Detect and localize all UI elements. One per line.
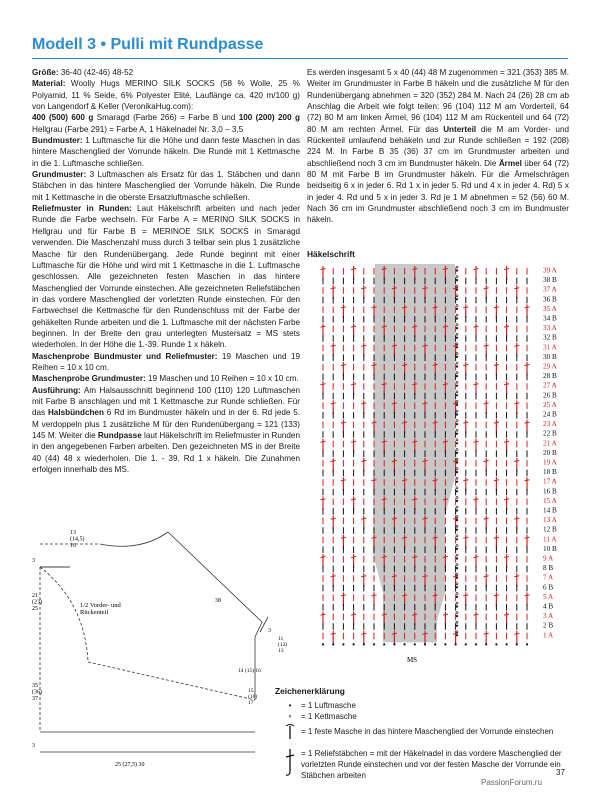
relief-stitch-bar xyxy=(331,403,336,404)
relief-stitch-bar xyxy=(443,614,448,615)
bold-run: Größe: xyxy=(32,68,59,77)
right-paragraph xyxy=(307,67,569,226)
chart-row-label: 16 B xyxy=(543,487,557,496)
relief-stitch-bar xyxy=(514,576,519,577)
slip-stitch-icon: ∘ xyxy=(287,712,293,721)
bold-run: 100 (200) 200 g xyxy=(238,113,300,123)
slip-stitch-ring xyxy=(456,362,458,364)
bold-run: Rundpasse xyxy=(97,431,142,440)
chart-row-label: 14 B xyxy=(543,506,557,515)
chart-row-label: 28 B xyxy=(543,372,557,381)
slip-stitch-ring xyxy=(456,602,458,604)
chain-stitch-dot xyxy=(456,538,458,540)
relief-stitch-bar xyxy=(341,422,346,423)
text-run: 6 Rd im Bundmuster häkeln und in der 6. Rd jede 5. M verdoppeln plus 1 zusätzliche M für den Rundenübergang = 121 (133) 145 M. Weiter die xyxy=(32,408,300,440)
chain-stitch-dot xyxy=(456,317,458,319)
chain-stitch-dot xyxy=(456,452,458,454)
chain-stitch-dot xyxy=(456,471,458,473)
chart-row-label: 31 A xyxy=(543,343,557,352)
relief-stitch-bar xyxy=(341,365,346,366)
relief-stitch-bar xyxy=(351,269,356,270)
chart-row-label: 12 B xyxy=(543,525,557,534)
text-run: laut Häkelschrift im Reliefmuster in Runden in den angegebenen Farben arbeiten. Den gezeichneten MS in der Breite 40 (44) 48 x wiederholen. Die 1. - 39. Rd 1 x häkeln. Die Zunahmen erfolgen innerhalb des MS. xyxy=(32,431,300,475)
relief-stitch-bar xyxy=(341,307,346,308)
relief-stitch-bar xyxy=(453,633,458,634)
relief-stitch-bar xyxy=(484,633,489,634)
slip-stitch-ring xyxy=(456,516,458,518)
slip-stitch-ring xyxy=(456,506,458,508)
title-rule xyxy=(32,58,568,59)
relief-stitch-bar xyxy=(474,614,479,615)
legend-heading: Zeichenerklärung xyxy=(275,686,345,696)
chain-stitch-dot xyxy=(456,413,458,415)
relief-stitch-bar xyxy=(484,461,489,462)
text-run: Am Halsausschnitt beginnend 100 (110) 120 Luftmaschen mit Farbe B anschlagen und mit 1 Kettmasche zur Runde schließen. Für das xyxy=(32,385,300,418)
slip-stitch-ring xyxy=(456,439,458,441)
chart-row-label: 17 A xyxy=(543,477,557,486)
dim-bottom-left: 3 xyxy=(32,743,35,749)
slip-stitch-ring xyxy=(456,573,458,575)
relief-stitch-bar xyxy=(361,576,366,577)
chart-row-label: 9 A xyxy=(543,554,554,563)
chain-stitch-dot xyxy=(383,643,385,645)
relief-stitch-bar xyxy=(463,595,468,596)
dim-left-mid: 21 (23) 25 xyxy=(32,593,42,613)
chart-row-label: 15 A xyxy=(543,496,557,505)
left-paragraph xyxy=(32,203,300,350)
relief-stitch-bar xyxy=(474,384,479,385)
chain-stitch-dot xyxy=(456,269,458,271)
chain-stitch-dot xyxy=(456,509,458,511)
left-paragraph xyxy=(32,78,300,112)
relief-stitch-bar xyxy=(321,269,326,270)
text-run: Es werden insgesamt 5 x 40 (44) 48 M zugenommen = 321 (353) 385 M. Weiter im Grundmuster in Farbe B häkeln und die zusätzliche M für den Rundenübergang abnehmen = 320 (352) 284 M. Nach 24 (26) 28 cm ab Anschlag die Arbeit wie folgt teilen: 96 (104) 112 M am Vorderteil, 64 (72) 80 M am linken Ärmel, 96 (104) 112 M am Rückenteil und 64 (72) 80 M am rechten Ärmel. Für das xyxy=(307,68,569,134)
chart-row-label: 27 A xyxy=(543,381,557,390)
text-run: 3 Luftmaschen als Ersatz für das 1. Stäbchen und dann Stäbchen in das hintere Maschenglied der Vorrunde häkeln. Die Runde mit 1 Kettmasche in die oberste Ersatzluftmasche schließen. xyxy=(32,170,300,202)
relief-stitch-bar xyxy=(474,269,479,270)
chain-stitch-dot xyxy=(456,500,458,502)
slip-stitch-ring xyxy=(456,372,458,374)
slip-stitch-ring xyxy=(456,381,458,383)
dim-top-width: 13 (14,5) 16 xyxy=(70,530,85,550)
chain-stitch-dot xyxy=(456,519,458,521)
chart-row-label: 7 A xyxy=(543,573,554,582)
bold-run: Reliefmuster in Runden: xyxy=(32,204,132,214)
chain-stitch-dot xyxy=(332,643,334,645)
relief-stitch-bar xyxy=(474,557,479,558)
chain-stitch-dot xyxy=(456,461,458,463)
crochet-chart xyxy=(305,258,575,668)
chart-row-label: 8 B xyxy=(543,564,554,573)
relief-stitch-bar xyxy=(494,480,499,481)
relief-stitch-bar xyxy=(321,557,326,558)
text-run: Hellgrau (Farbe 291) = Farbe A, 1 Häkelnadel Nr. 3,0 – 3,5 xyxy=(32,124,244,134)
legend-text: = 1 Reliefstäbchen = mit der Häkelnadel in das vordere Maschenglied der vorletzten Runde einstechen und vor der festen Masche der Vorrunde ein Stäbchen arbeiten xyxy=(301,749,562,780)
legend-item-feste-masche xyxy=(275,723,575,745)
text-run: 1 Luftmasche für die Höhe und dann feste Maschen in das hintere Maschenglied der Vorrunde häkeln. Die Runde mit 1 Kettmasche in die 1. Luftmasche schließen. xyxy=(32,136,300,168)
chart-row-label: 2 B xyxy=(543,621,554,630)
relief-stitch-bar xyxy=(361,461,366,462)
chain-stitch-dot xyxy=(456,548,458,550)
slip-stitch-ring xyxy=(456,487,458,489)
relief-stitch-bar xyxy=(504,384,509,385)
slip-stitch-ring xyxy=(456,458,458,460)
relief-stitch-bar xyxy=(341,480,346,481)
bold-run: Bundmuster: xyxy=(32,136,83,146)
chain-stitch-dot xyxy=(456,596,458,598)
bold-run: Halsbündchen xyxy=(47,408,104,418)
slip-stitch-ring xyxy=(456,535,458,537)
relief-stitch-bar xyxy=(321,614,326,615)
text-run: 19 Maschen und 19 Reihen = 10 x 10 cm. xyxy=(32,351,300,372)
relief-stitch-bar xyxy=(463,307,468,308)
left-paragraph xyxy=(32,67,300,78)
relief-stitch-bar xyxy=(361,518,366,519)
relief-stitch-bar xyxy=(525,595,530,596)
relief-stitch-bar xyxy=(361,345,366,346)
bold-run: Ärmel xyxy=(498,158,522,168)
relief-stitch-bar xyxy=(484,403,489,404)
relief-stitch-bar xyxy=(331,518,336,519)
chart-row-label: 4 B xyxy=(543,602,554,611)
page-number: 37 xyxy=(556,768,565,777)
chain-stitch-dot xyxy=(456,567,458,569)
left-paragraph xyxy=(32,169,300,203)
relief-stitch-bar xyxy=(494,307,499,308)
chain-stitch-dot xyxy=(424,643,426,645)
left-paragraph xyxy=(32,351,300,374)
chain-stitch-dot xyxy=(342,643,344,645)
slip-stitch-ring xyxy=(456,324,458,326)
slip-stitch-ring xyxy=(456,295,458,297)
relief-stitch-bar xyxy=(525,537,530,538)
chart-heading: Häkelschrift xyxy=(307,249,355,259)
dim-right-lower: 15 (16) 17 xyxy=(248,688,258,707)
chain-stitch-dot xyxy=(456,356,458,358)
garment-schematic xyxy=(30,522,295,777)
dim-left-big: 35 (36) 37 xyxy=(32,683,42,703)
chain-stitch-dot xyxy=(456,394,458,396)
slip-stitch-ring xyxy=(456,564,458,566)
slip-stitch-ring xyxy=(456,477,458,479)
single-crochet-icon xyxy=(283,723,297,741)
relief-stitch-bar xyxy=(494,422,499,423)
left-paragraph xyxy=(32,135,300,169)
relief-stitch-bar xyxy=(341,537,346,538)
slip-stitch-ring xyxy=(456,333,458,335)
relief-stitch-bar xyxy=(525,307,530,308)
relief-stitch-bar xyxy=(474,326,479,327)
relief-stitch-bar xyxy=(463,422,468,423)
slip-stitch-ring xyxy=(456,420,458,422)
chain-stitch-dot xyxy=(393,643,395,645)
chart-row-label: 6 B xyxy=(543,583,554,592)
dim-right-mid: 14 (15) 16 xyxy=(238,668,261,674)
chart-row-label: 3 A xyxy=(543,612,554,621)
relief-double-crochet-icon xyxy=(283,747,297,777)
chart-row-label: 36 B xyxy=(543,295,557,304)
relief-stitch-bar xyxy=(463,537,468,538)
relief-stitch-bar xyxy=(331,345,336,346)
chain-stitch-dot xyxy=(456,433,458,435)
slip-stitch-ring xyxy=(456,468,458,470)
chart-row-label: 19 A xyxy=(543,458,557,467)
chain-stitch-dot xyxy=(456,586,458,588)
relief-stitch-bar xyxy=(351,441,356,442)
chain-stitch-dot xyxy=(456,577,458,579)
relief-stitch-bar xyxy=(504,269,509,270)
chart-row-label: 26 B xyxy=(543,391,557,400)
chain-stitch-icon: • xyxy=(288,701,292,710)
chain-stitch-dot xyxy=(506,643,508,645)
slip-stitch-ring xyxy=(456,583,458,585)
chain-stitch-dot xyxy=(495,643,497,645)
relief-stitch-bar xyxy=(514,345,519,346)
bold-run: Ausführung: xyxy=(32,385,81,395)
relief-stitch-bar xyxy=(525,480,530,481)
chart-row-label: 20 B xyxy=(543,448,557,457)
chain-stitch-dot xyxy=(456,404,458,406)
chain-stitch-dot xyxy=(456,634,458,636)
slip-stitch-ring xyxy=(456,343,458,345)
relief-stitch-bar xyxy=(514,461,519,462)
relief-stitch-bar xyxy=(351,326,356,327)
dim-right-3: 3 xyxy=(268,628,271,634)
chain-stitch-dot xyxy=(322,643,324,645)
chart-row-label: 34 B xyxy=(543,314,557,323)
relief-stitch-bar xyxy=(494,595,499,596)
chart-row-label: 38 B xyxy=(543,276,557,285)
slip-stitch-ring xyxy=(456,285,458,287)
legend-text: = 1 feste Masche in das hintere Maschenglied der Vorrunde einstechen xyxy=(301,727,554,736)
slip-stitch-ring xyxy=(456,496,458,498)
slip-stitch-ring xyxy=(456,429,458,431)
chain-stitch-dot xyxy=(456,385,458,387)
chart-row-label: 37 A xyxy=(543,285,557,294)
slip-stitch-ring xyxy=(456,612,458,614)
chart-row-label: 32 B xyxy=(543,333,557,342)
chain-stitch-dot xyxy=(455,643,457,645)
relief-stitch-bar xyxy=(331,633,336,634)
slip-stitch-ring xyxy=(456,544,458,546)
ms-repeat-area xyxy=(373,264,455,642)
chain-stitch-dot xyxy=(456,365,458,367)
chain-stitch-dot xyxy=(456,337,458,339)
slip-stitch-ring xyxy=(456,266,458,268)
text-run: 36-40 (42-46) 48-52 xyxy=(58,68,134,77)
chain-stitch-dot xyxy=(485,643,487,645)
relief-stitch-bar xyxy=(504,557,509,558)
slip-stitch-ring xyxy=(456,391,458,393)
chart-row-label: 18 B xyxy=(543,468,557,477)
chain-stitch-dot xyxy=(456,490,458,492)
relief-stitch-bar xyxy=(331,576,336,577)
bold-run: Maschenprobe Bundmuster und Reliefmuster: xyxy=(32,351,218,361)
relief-stitch-bar xyxy=(484,518,489,519)
bold-run: 400 (500) 600 g xyxy=(32,113,94,123)
chain-stitch-dot xyxy=(456,308,458,310)
bold-run: Maschenprobe Grundmuster: xyxy=(32,374,146,384)
relief-stitch-bar xyxy=(514,288,519,289)
chain-stitch-dot xyxy=(456,605,458,607)
dim-right-upper: 11 (12) 13 xyxy=(278,636,288,655)
slip-stitch-ring xyxy=(456,304,458,306)
chain-stitch-dot xyxy=(456,625,458,627)
relief-stitch-bar xyxy=(321,441,326,442)
slip-stitch-ring xyxy=(456,592,458,594)
relief-stitch-bar xyxy=(321,499,326,500)
relief-stitch-bar xyxy=(484,288,489,289)
chain-stitch-dot xyxy=(465,643,467,645)
chain-stitch-dot xyxy=(456,346,458,348)
legend-text: = 1 Kettmasche xyxy=(301,712,357,721)
chart-row-label: 35 A xyxy=(543,304,557,313)
legend-text: = 1 Luftmasche xyxy=(301,701,356,710)
slip-stitch-ring xyxy=(456,525,458,527)
chain-stitch-dot xyxy=(475,643,477,645)
dim-left-small: 3 xyxy=(32,558,35,564)
relief-stitch-bar xyxy=(514,518,519,519)
chain-stitch-dot xyxy=(456,615,458,617)
piece-label: 1/2 Vorder- und Rückenteil xyxy=(80,602,121,617)
chain-stitch-dot xyxy=(373,643,375,645)
left-paragraph xyxy=(32,112,300,135)
slip-stitch-ring xyxy=(456,621,458,623)
chain-stitch-dot xyxy=(456,557,458,559)
left-paragraph xyxy=(32,385,300,476)
site-watermark: PassionForum.ru xyxy=(481,778,542,787)
relief-stitch-bar xyxy=(372,595,377,596)
relief-stitch-bar xyxy=(504,499,509,500)
chain-stitch-dot xyxy=(353,643,355,645)
relief-stitch-bar xyxy=(321,326,326,327)
text-run: Smaragd (Farbe 266) = Farbe B und xyxy=(93,113,239,123)
chain-stitch-dot xyxy=(456,529,458,531)
chain-stitch-dot xyxy=(456,423,458,425)
slip-stitch-ring xyxy=(456,314,458,316)
relief-stitch-bar xyxy=(351,557,356,558)
chart-row-label: 23 A xyxy=(543,420,557,429)
bold-run: Grundmuster: xyxy=(32,170,87,180)
relief-stitch-bar xyxy=(331,288,336,289)
chart-row-label: 10 B xyxy=(543,544,557,553)
chain-stitch-dot xyxy=(516,643,518,645)
relief-stitch-bar xyxy=(453,518,458,519)
instructions-left-column xyxy=(32,67,300,475)
relief-stitch-bar xyxy=(484,345,489,346)
dim-diagonal: 38 xyxy=(215,598,221,604)
text-run: Laut Häkelschrift arbeiten und nach jeder Runde die Farbe wechseln. Für Farbe A = MERINO SILK SOCKS in Hellgrau und für Farbe B = MERINOE SILK SOCKS in Smaragd verwenden. Die Maschenzahl muss durch 3 teilbar sein plus 1 zusätzliche Masche für den Rundenübergang. Jede Runde beginnt mit einer Luftmasche für die Höhe und wird mit 1 Kettmasche in die 1. Luftmasche geschlossen. Alle gezeichneten festen Maschen in das hintere Maschenglied der Vorrunde einstechen. Alle gezeichneten Reliefstäbchen in das vordere Maschenglied der vorletzten Runde einstechen. Für den Farbwechsel die Kettmasche für den Rundenschluss mit der Farbe der gehäkelten Runde arbeiten und die 1. Luftmasche mit der nächsten Farbe beginnen. In der Breite den grau unterlegten Mustersatz = MS stets wiederholen. In der Höhe die 1.-39. Runde 1 x häkeln. xyxy=(32,204,300,350)
relief-stitch-bar xyxy=(453,576,458,577)
text-run: die M am Vorder- und Rückenteil umlaufend behäkeln und zur Runde schließen = 192 (208) 224 M. In Farbe B 35 (36) 37 cm im Grundmuster arbeiten und abschließend noch 3 cm im Bundmuster häkeln. Die xyxy=(307,124,569,168)
slip-stitch-ring xyxy=(456,448,458,450)
relief-stitch-bar xyxy=(361,288,366,289)
slip-stitch-ring xyxy=(456,276,458,278)
slip-stitch-ring xyxy=(456,400,458,402)
relief-stitch-bar xyxy=(504,326,509,327)
chart-row-label: 22 B xyxy=(543,429,557,438)
slip-stitch-ring xyxy=(456,410,458,412)
chart-row-label: 30 B xyxy=(543,352,557,361)
chart-row-label: 39 A xyxy=(543,266,557,275)
relief-stitch-bar xyxy=(361,633,366,634)
chain-stitch-dot xyxy=(414,643,416,645)
chart-row-label: 21 A xyxy=(543,439,557,448)
relief-stitch-bar xyxy=(361,403,366,404)
relief-stitch-bar xyxy=(351,384,356,385)
relief-stitch-bar xyxy=(331,461,336,462)
relief-stitch-bar xyxy=(484,576,489,577)
chain-stitch-dot xyxy=(404,643,406,645)
chart-row-label: 13 A xyxy=(543,516,557,525)
chain-stitch-dot xyxy=(456,481,458,483)
legend-item-reliefstaebchen xyxy=(275,747,575,781)
instructions-right-column xyxy=(307,67,569,226)
relief-stitch-bar xyxy=(321,384,326,385)
chart-row-label: 33 A xyxy=(543,324,557,333)
text-run: Woolly Hugs MERINO SILK SOCKS (58 % Wolle, 25 % Polyamid, 11 % Seide, 6% Polyester Elité, Lauflänge ca. 420 m/100 g) von Langendorf & Keller (VeronikaHug.com): xyxy=(32,79,300,112)
text-run: über 64 (72) 80 M mit Farbe B im Grundmuster häkeln. Für die Ärmelschrägen beidseitig 6 x in jeder 6. Rd 1 x in jeder 5. Rd und 4 x in jeder 4. Rd) 5 x in jeder 4. Rd und 5 x in jeder 3. Rd je 1 M abnehmen = 52 (56) 60 M. Nach 36 cm im Grundmuster abschließend noch 3 cm im Bundmuster häkeln. xyxy=(307,158,569,225)
chain-stitch-dot xyxy=(456,327,458,329)
left-paragraph xyxy=(32,373,300,384)
slip-stitch-ring xyxy=(456,554,458,556)
chain-stitch-dot xyxy=(456,442,458,444)
relief-stitch-bar xyxy=(525,365,530,366)
page-title: Modell 3 • Pulli mit Rundpasse xyxy=(32,36,264,53)
relief-stitch-bar xyxy=(504,614,509,615)
relief-stitch-bar xyxy=(494,365,499,366)
relief-stitch-bar xyxy=(504,441,509,442)
bold-run: Unterteil xyxy=(443,124,477,134)
chain-stitch-dot xyxy=(444,643,446,645)
relief-stitch-bar xyxy=(514,403,519,404)
chart-row-label: 29 A xyxy=(543,362,557,371)
chain-stitch-dot xyxy=(456,279,458,281)
chain-stitch-dot xyxy=(363,643,365,645)
relief-stitch-bar xyxy=(494,537,499,538)
chain-stitch-dot xyxy=(456,298,458,300)
ms-label: MS xyxy=(406,656,418,664)
relief-stitch-bar xyxy=(463,365,468,366)
relief-stitch-bar xyxy=(351,614,356,615)
slip-stitch-ring xyxy=(456,631,458,633)
chart-row-label: 1 A xyxy=(543,631,554,640)
relief-stitch-bar xyxy=(474,499,479,500)
relief-stitch-bar xyxy=(525,422,530,423)
chain-stitch-dot xyxy=(456,289,458,291)
chart-row-label: 11 A xyxy=(543,535,557,544)
chain-stitch-dot xyxy=(456,375,458,377)
bold-run: Material: xyxy=(32,79,66,89)
chart-row-label: 5 A xyxy=(543,592,554,601)
dim-bottom-width: 25 (27,5) 30 xyxy=(115,762,145,768)
relief-stitch-bar xyxy=(474,441,479,442)
relief-stitch-bar xyxy=(514,633,519,634)
slip-stitch-ring xyxy=(456,352,458,354)
chart-row-label: 24 B xyxy=(543,410,557,419)
chain-stitch-dot xyxy=(526,643,528,645)
text-run: 19 Maschen und 10 Reihen = 10 x 10 cm. xyxy=(145,374,299,384)
relief-stitch-bar xyxy=(341,595,346,596)
chart-row-label: 25 A xyxy=(543,400,557,409)
relief-stitch-bar xyxy=(351,499,356,500)
relief-stitch-bar xyxy=(463,480,468,481)
chain-stitch-dot xyxy=(434,643,436,645)
